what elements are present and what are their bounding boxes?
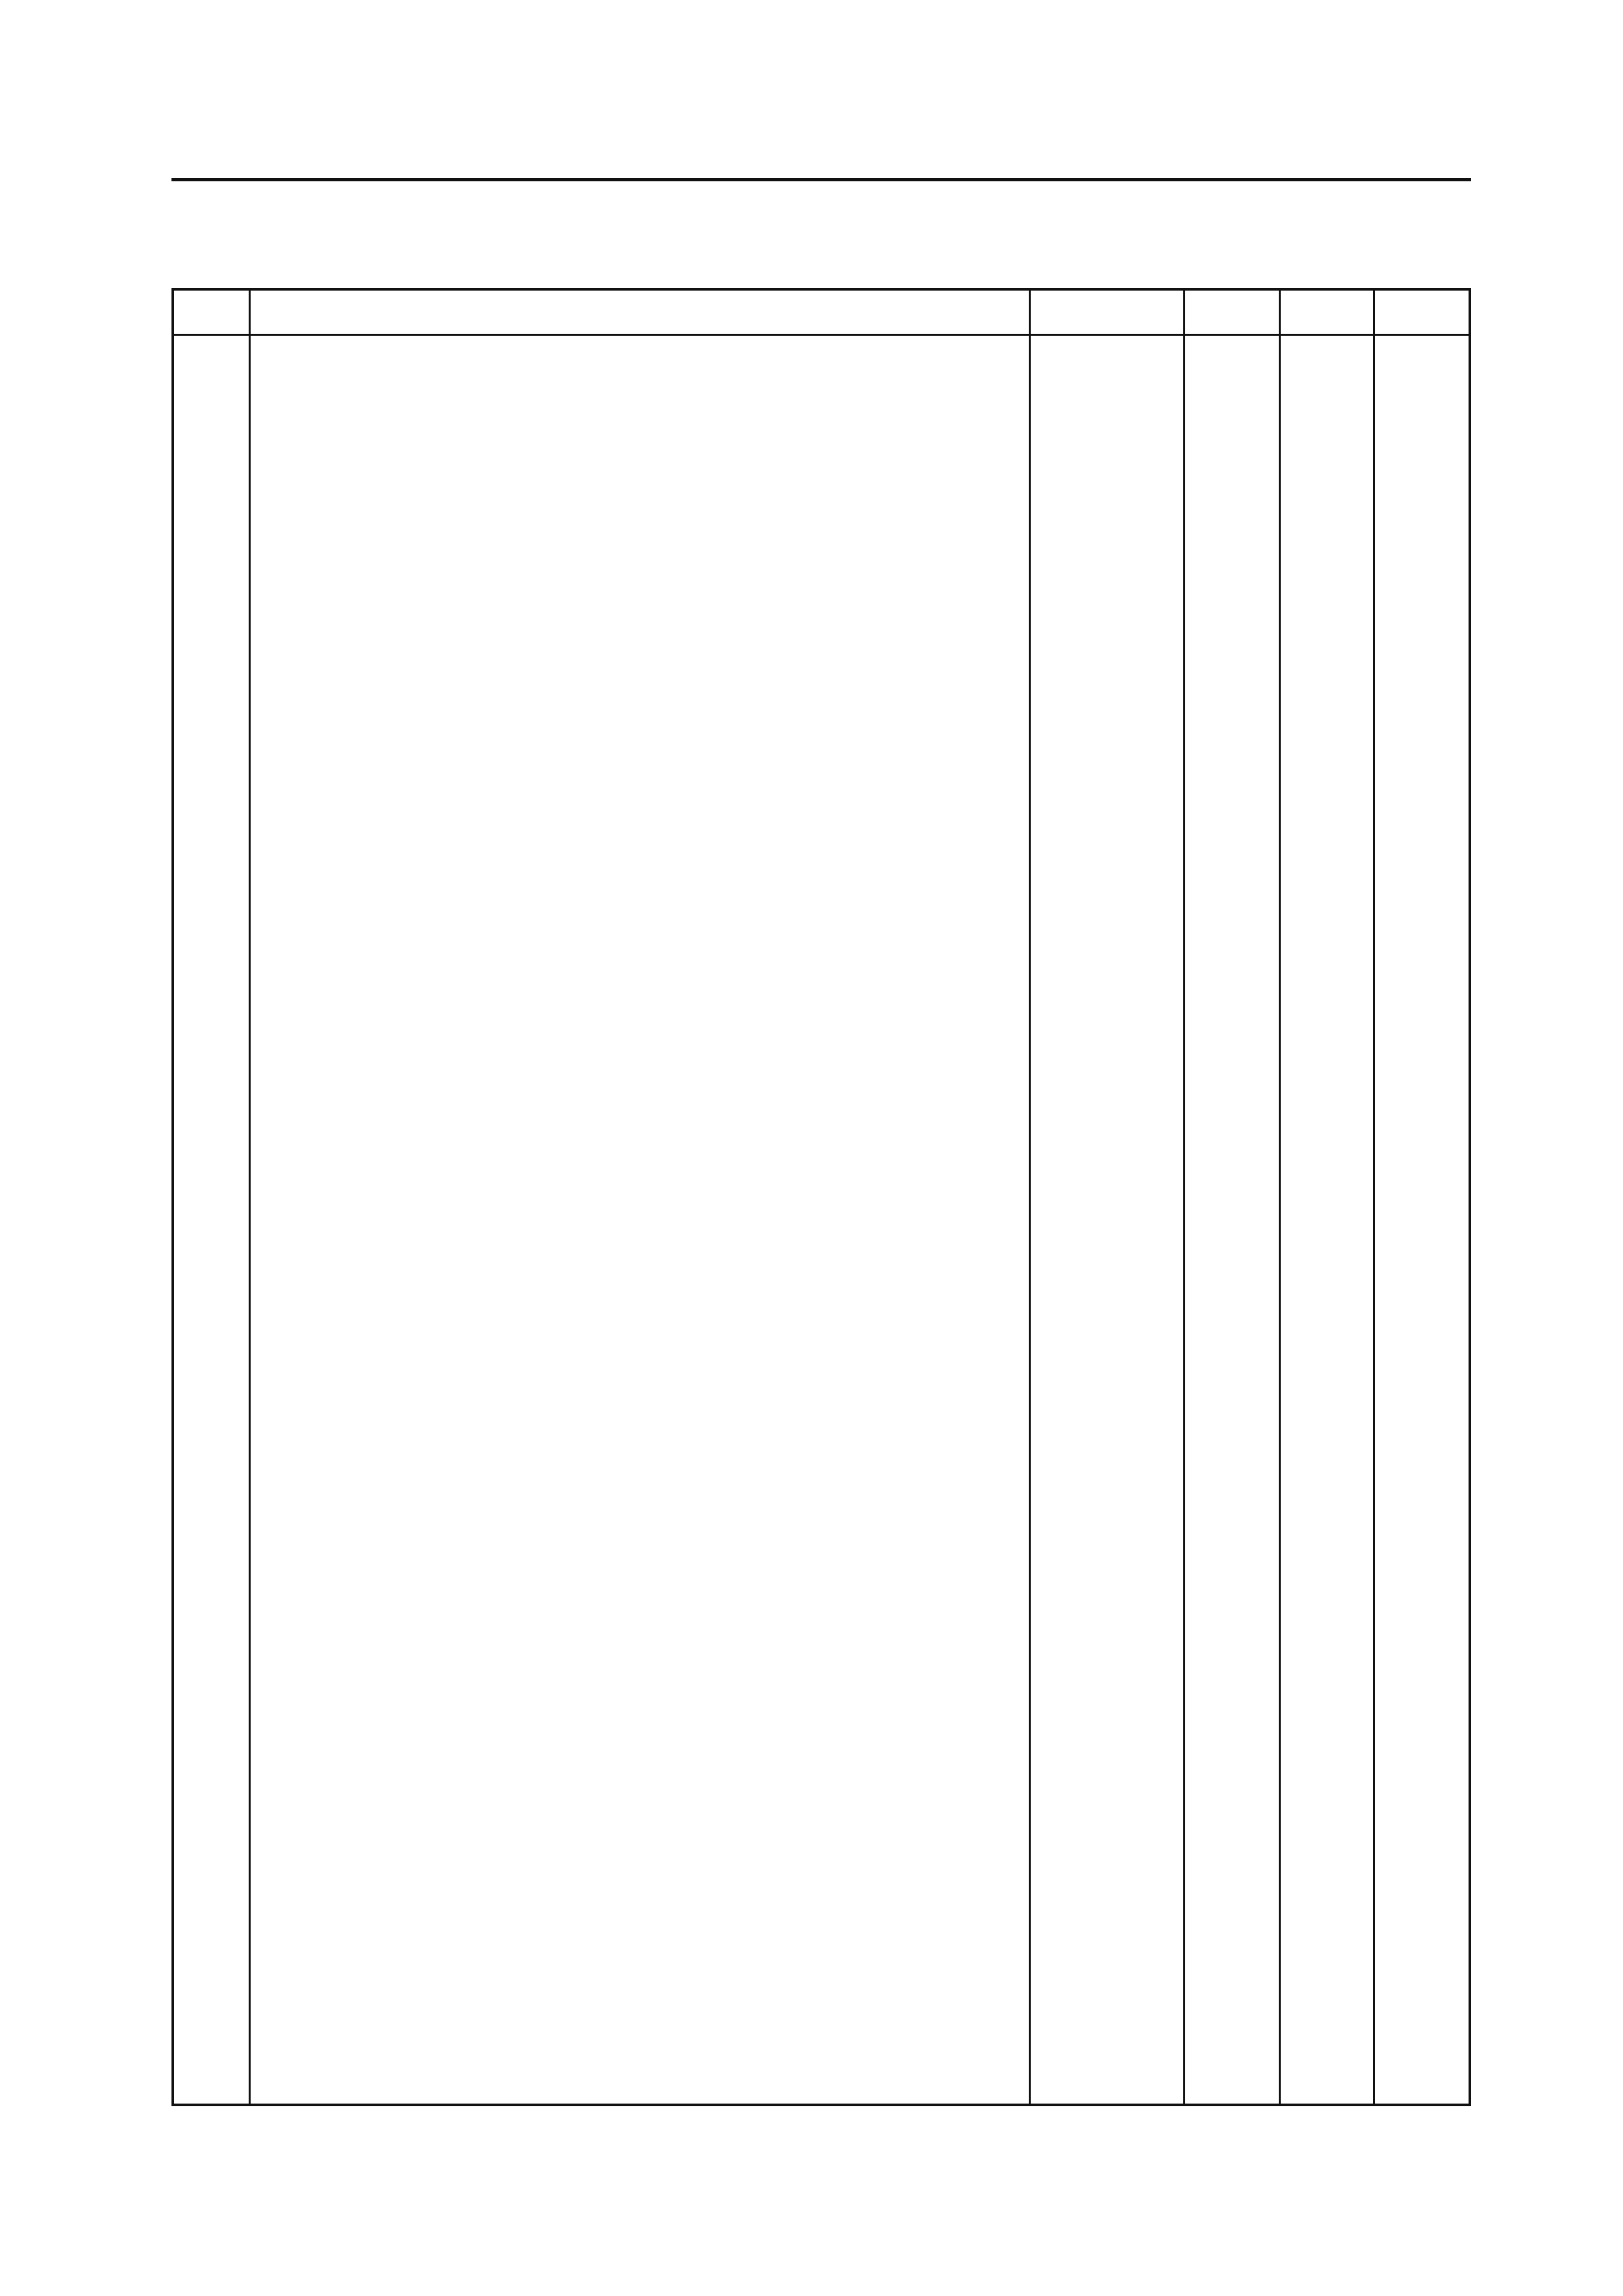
header-divider [174,334,1469,336]
column-divider [1279,291,1281,2104]
column-divider [249,291,251,2104]
column-divider [1183,291,1185,2104]
column-divider [1029,291,1031,2104]
classification-table [171,288,1471,2106]
page-header [171,143,1471,181]
column-divider [1373,291,1375,2104]
